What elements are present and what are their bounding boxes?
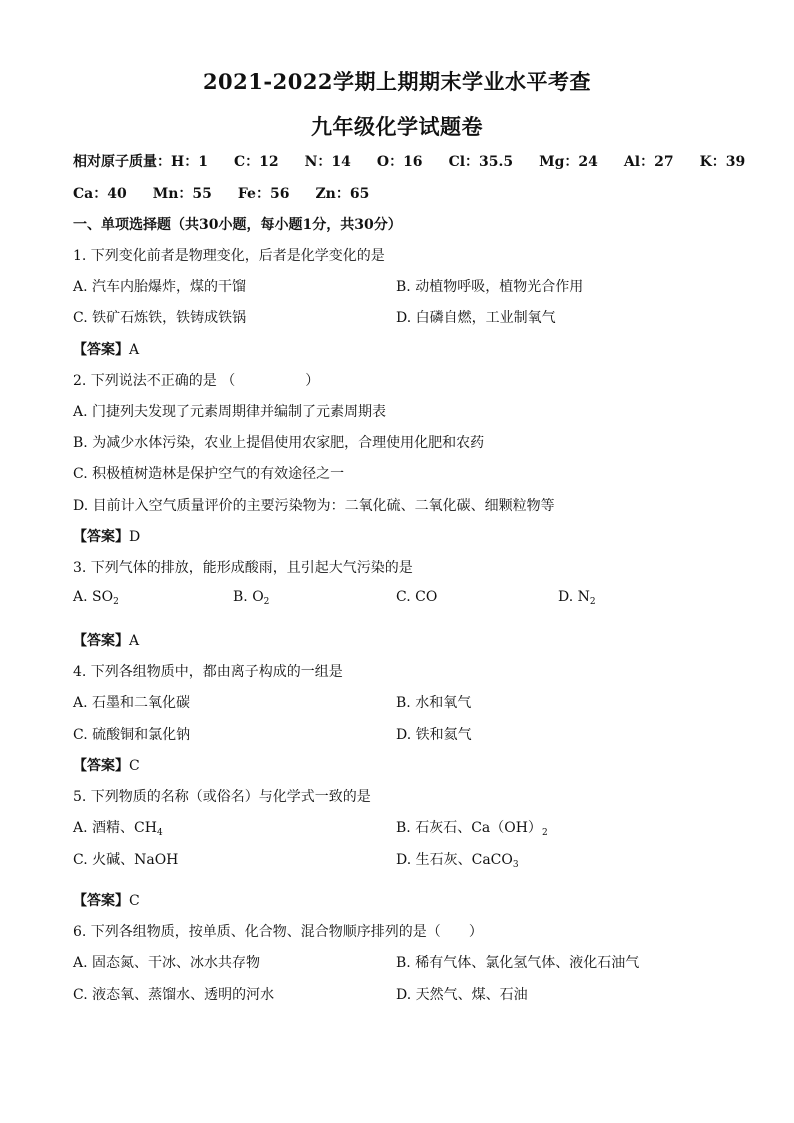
answer-tag: 【答案】	[73, 758, 129, 774]
mass-o: O：16	[376, 154, 423, 170]
question-4-option-b: B. 水和氧气	[396, 695, 472, 711]
question-3-option-a	[73, 589, 119, 607]
mass-n: N：14	[304, 154, 351, 170]
question-4-option-a: A. 石墨和二氧化碳	[73, 695, 191, 711]
answer-tag: 【答案】	[73, 893, 129, 909]
answer-value: D	[129, 529, 141, 545]
question-5-option-c: C. 火碱、NaOH	[73, 852, 179, 868]
question-1-stem: 1. 下列变化前者是物理变化，后者是化学变化的是	[73, 248, 385, 264]
question-1-option-a: A. 汽车内胎爆炸，煤的干馏	[73, 279, 247, 295]
mass-mg: Mg：24	[539, 154, 598, 170]
question-3-answer	[73, 630, 139, 650]
option-subscript: 2	[541, 828, 548, 838]
question-2-option-a: A. 门捷列夫发现了元素周期律并编制了元素周期表	[73, 404, 387, 420]
mass-c: C：12	[233, 154, 279, 170]
option-text: B. O	[233, 589, 264, 605]
exam-subtitle: 九年级化学试题卷	[311, 114, 483, 139]
option-text: D. 生石灰、CaCO	[396, 852, 513, 868]
question-6-option-b: B. 稀有气体、氯化氢气体、液化石油气	[396, 955, 640, 971]
question-6-stem	[73, 921, 483, 941]
mass-mn: Mn：55	[152, 186, 212, 202]
question-5-answer	[73, 890, 140, 910]
option-subscript: 2	[589, 597, 596, 607]
question-6-option-c: C. 液态氧、蒸馏水、透明的河水	[73, 987, 275, 1003]
question-1-option-c: C. 铁矿石炼铁，铁铸成铁锅	[73, 310, 247, 326]
question-5-option-b	[396, 817, 548, 838]
option-text: A. 酒精、CH	[73, 820, 157, 836]
atomic-mass-label: 相对原子质量：	[73, 154, 171, 170]
mass-fe: Fe：56	[237, 186, 290, 202]
question-6-option-a: A. 固态氮、干冰、冰水共存物	[73, 955, 261, 971]
question-1-option-b: B. 动植物呼吸，植物光合作用	[396, 279, 584, 295]
question-5-option-a	[73, 817, 163, 838]
option-text: A. SO	[73, 589, 114, 605]
mass-al: Al：27	[623, 154, 674, 170]
question-2-stem	[73, 370, 319, 390]
mass-h: H：1	[171, 154, 208, 170]
option-subscript: 2	[263, 597, 270, 607]
answer-value: C	[129, 758, 140, 774]
question-2-stem-close: ）	[305, 373, 320, 389]
mass-k: K：39	[699, 154, 746, 170]
question-6-stem-text: 6. 下列各组物质，按单质、化合物、混合物顺序排列的是（	[73, 924, 441, 940]
question-2-option-c: C. 积极植树造林是保护空气的有效途径之一	[73, 466, 345, 482]
question-2-option-d: D. 目前计入空气质量评价的主要污染物为：二氧化硫、二氧化碳、细颗粒物等	[73, 498, 555, 514]
option-subscript: 3	[512, 860, 519, 870]
mass-cl: Cl：35.5	[448, 154, 514, 170]
option-subscript: 4	[156, 828, 163, 838]
answer-tag: 【答案】	[73, 529, 129, 545]
question-6-option-d: D. 天然气、煤、石油	[396, 987, 528, 1003]
option-text: D. N	[558, 589, 590, 605]
answer-tag: 【答案】	[73, 342, 129, 358]
question-3-option-d	[558, 589, 596, 607]
option-text: B. 石灰石、Ca（OH）	[396, 820, 542, 836]
question-5-stem: 5. 下列物质的名称（或俗名）与化学式一致的是	[73, 789, 371, 805]
question-1-option-d: D. 白磷自燃，工业制氧气	[396, 310, 556, 326]
atomic-mass-row-2	[73, 183, 395, 203]
question-2-answer	[73, 526, 140, 546]
question-2-stem-text: 2. 下列说法不正确的是 （	[73, 373, 236, 389]
question-4-option-d: D. 铁和氦气	[396, 727, 472, 743]
mass-ca: Ca：40	[73, 186, 127, 202]
question-4-answer	[73, 755, 140, 775]
atomic-mass-row-1	[73, 151, 745, 171]
option-subscript: 2	[113, 597, 119, 607]
question-3-option-b	[233, 589, 269, 607]
section-heading: 一、单项选择题（共30小题，每小题1分，共30分）	[73, 217, 402, 233]
question-3-option-c: C. CO	[396, 589, 438, 605]
exam-title: 2021-2022学期上期期末学业水平考查	[202, 69, 592, 94]
question-2-option-b: B. 为减少水体污染，农业上提倡使用农家肥，合理使用化肥和农药	[73, 435, 485, 451]
question-3-stem: 3. 下列气体的排放，能形成酸雨，且引起大气污染的是	[73, 560, 413, 576]
answer-value: A	[129, 633, 140, 649]
question-4-stem: 4. 下列各组物质中，都由离子构成的一组是	[73, 664, 343, 680]
question-6-stem-close: ）	[468, 924, 483, 940]
question-1-answer	[73, 339, 139, 359]
answer-value: C	[129, 893, 140, 909]
answer-tag: 【答案】	[73, 633, 129, 649]
mass-zn: Zn：65	[315, 186, 370, 202]
question-5-option-d	[396, 849, 519, 870]
question-4-option-c: C. 硫酸铜和氯化钠	[73, 727, 191, 743]
answer-value: A	[129, 342, 140, 358]
